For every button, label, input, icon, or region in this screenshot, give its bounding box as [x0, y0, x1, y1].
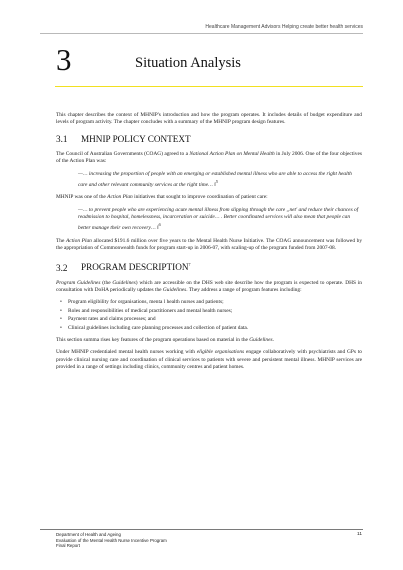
footer-divider	[40, 529, 363, 530]
section-number: 3.1	[56, 133, 68, 144]
chapter-number: 3	[56, 42, 72, 77]
footnote-ref: 7	[188, 262, 191, 268]
section-number: 3.2	[56, 262, 68, 273]
text-run-italic: Guidelines	[112, 279, 136, 286]
list-item: • Program eligibility for organisations, menta l health nurses and patients;	[68, 299, 362, 306]
text-run: . They address a range of program features including:	[186, 286, 302, 293]
text-run: ) which are accessible on the DHS web site describe how the program is expected to operate. DHS in consultation with DoHA periodically updates the	[56, 279, 362, 293]
page-body	[56, 112, 362, 377]
program-paragraph-1	[56, 280, 362, 295]
list-item: • Roles and responsibilities of medical practitioners and mental health nurses;	[68, 308, 362, 315]
header-divider	[40, 33, 363, 34]
footnote-ref: 6	[158, 222, 161, 228]
program-paragraph-3	[56, 349, 362, 371]
text-run-italic: eligible organisations	[196, 349, 245, 356]
section-heading-3-2	[56, 259, 362, 273]
section-title: MHNIP POLICY CONTEXT	[81, 133, 191, 144]
text-run-italic: Program Guidelines	[56, 279, 101, 286]
quote-text: —… to prevent people who are experiencing acute mental illness from slipping through the care „net' and reduce their chances of readmission to hospital, homelessness, incarceration or suicide… . Better coordinated services will also mean that people can better manage their own recovery… ‖	[78, 206, 359, 232]
footer-line: Department of Health and Ageing	[56, 532, 121, 537]
text-run: in July 2006. One of the four objectives of the Action Plan was:	[56, 150, 362, 165]
chapter-title: Situation Analysis	[135, 55, 241, 71]
text-run: The Council of Australian Governments (COAG) agreed to a	[56, 150, 190, 157]
page-number: 11	[357, 532, 362, 537]
chapter-divider	[55, 86, 363, 87]
section-heading-3-1	[56, 134, 362, 145]
text-run-italic: Action Plan	[107, 194, 133, 201]
footer-line: Final Report	[56, 543, 80, 549]
text-run: MHNIP was one of the	[56, 194, 108, 201]
text-run: (the	[100, 279, 113, 286]
block-quote-1	[78, 171, 362, 190]
text-run: This section summa rises key features of the program operations based on material in the	[56, 336, 250, 343]
list-item: • Payment rates and claims processes; and	[68, 316, 362, 323]
text-run-italic: Guidelines	[162, 286, 187, 293]
quote-text: —… increasing the proportion of people with an emerging or established mental illness who are able to access the right health care and other relevant community services at the right time… ‖	[78, 170, 352, 188]
text-run: .	[272, 336, 274, 343]
section-title: PROGRAM DESCRIPTION	[81, 262, 189, 273]
text-run: Under MHNIP credentialed mental health nurses working with	[56, 349, 197, 356]
text-run-italic: Guidelines	[249, 336, 273, 343]
policy-paragraph-1	[56, 151, 362, 166]
text-run: initiatives that sought to improve coordination of patient care:	[132, 194, 268, 201]
text-run-italic: Action Plan	[66, 237, 92, 244]
intro-paragraph: This chapter describes the context of MHNIP's introduction and how the program operates. It includes details of budget expenditure and levels of program activity. The chapter concludes with a summary of the MHNIP program design features.	[56, 112, 362, 126]
text-run: allocated $191.6 million over five years to the Mental Health Nurse Initiative. The COAG announcement was followed by the appropriation of Commonwealth funds for program start-up in 2006-07, with scaling-up of the program funded from 2007-08.	[56, 237, 363, 252]
policy-paragraph-2	[56, 194, 362, 201]
running-header: Healthcare Management Advisors Helping create better health services	[205, 24, 363, 30]
block-quote-2	[78, 207, 362, 233]
program-paragraph-2	[56, 337, 362, 344]
list-item: • Clinical guidelines including care planning processes and collection of patient data.	[68, 325, 362, 332]
policy-paragraph-3	[56, 238, 362, 253]
footnote-ref: 5	[215, 179, 218, 185]
text-run: The	[56, 237, 66, 244]
text-run: engage collaboratively with psychiatrists and GPs to provide clinical nursing care and coordination of clinical services to patients with severe and persistent mental illness. MHNIP services are provided in a range of settings including clinics, community centres and patient homes.	[56, 349, 363, 371]
footer-line: Evaluation of the Mental Health Nurse Incentive Program	[56, 537, 167, 543]
feature-list	[56, 299, 362, 332]
footer-text	[56, 532, 167, 549]
text-run-italic: National Action Plan on Mental Health	[189, 150, 275, 157]
